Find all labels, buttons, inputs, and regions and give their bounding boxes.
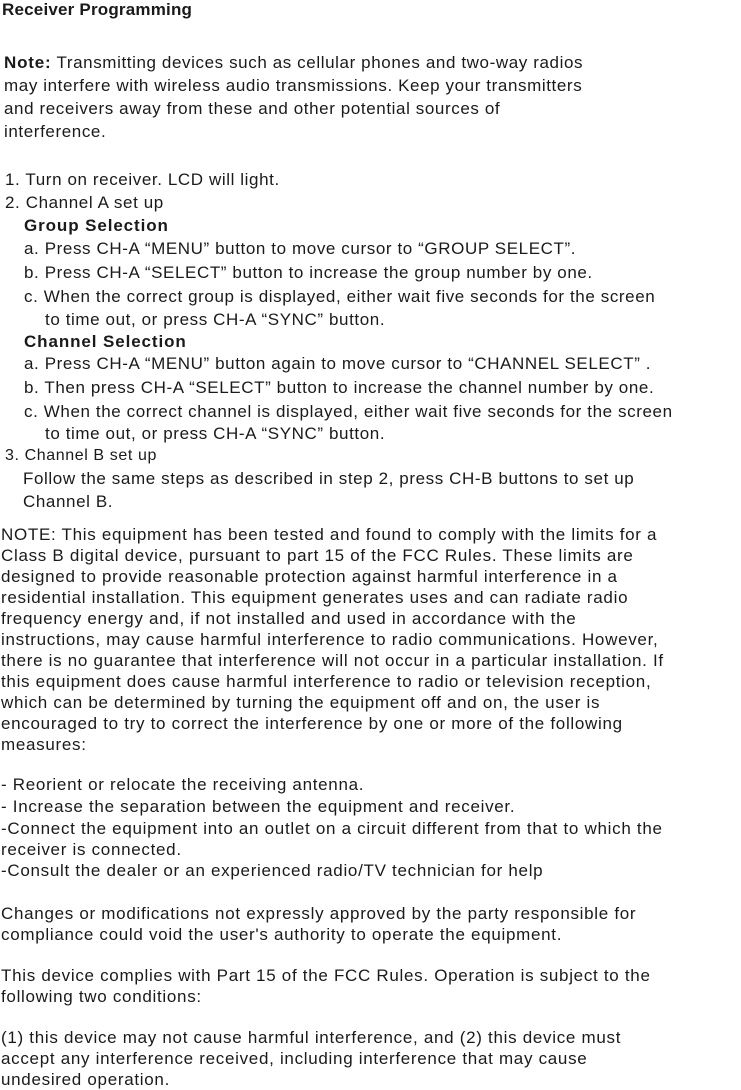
fcc-line: encouraged to try to correct the interference by one or more of the following: [1, 714, 623, 733]
fcc-line: designed to provide reasonable protection against harmful interference in a: [1, 567, 618, 586]
fcc-line: NOTE: This equipment has been tested and found to comply with the limits for a: [1, 525, 658, 544]
group-selection-heading: Group Selection: [24, 216, 169, 235]
note-line-4: interference.: [4, 122, 107, 141]
step-3-body-line-1: Follow the same steps as described in step 2, press CH-B buttons to set up: [23, 469, 635, 488]
step-3-body-line-2: Channel B.: [23, 492, 114, 511]
page-title: Receiver Programming: [2, 0, 193, 19]
fcc-line: Class B digital device, pursuant to part 15 of the FCC Rules. These limits are: [1, 546, 634, 565]
fcc-line: frequency energy and, if not installed and used in accordance with the: [1, 609, 577, 628]
group-step-c-line-1: c. When the correct group is displayed, either wait five seconds for the screen: [24, 287, 656, 306]
fcc-condition-line: (1) this device may not cause harmful interference, and (2) this device must: [1, 1028, 622, 1047]
fcc-measure: - Increase the separation between the equipment and receiver.: [1, 797, 516, 816]
fcc-line: this equipment does cause harmful interference to radio or television reception,: [1, 672, 652, 691]
step-3: 3. Channel B set up: [5, 447, 157, 464]
fcc-measure: receiver is connected.: [1, 840, 182, 859]
note-line-1: Note: Transmitting devices such as cellular phones and two-way radios: [4, 53, 584, 72]
group-step-b: b. Press CH-A “SELECT” button to increase the group number by one.: [24, 263, 593, 282]
note-line-2: may interfere with wireless audio transmissions. Keep your transmitters: [4, 76, 583, 95]
fcc-line: residential installation. This equipment generates uses and can radiate radio: [1, 588, 629, 607]
fcc-condition-line: accept any interference received, including interference that may cause: [1, 1049, 588, 1068]
step-2: 2. Channel A set up: [5, 193, 164, 212]
fcc-complies-line: following two conditions:: [1, 987, 202, 1006]
fcc-changes-line: compliance could void the user's authority to operate the equipment.: [1, 925, 563, 944]
fcc-line: instructions, may cause harmful interference to radio communications. However,: [1, 630, 659, 649]
group-step-c-line-2: to time out, or press CH-A “SYNC” button.: [45, 310, 386, 329]
fcc-line: measures:: [1, 735, 87, 754]
fcc-line: there is no guarantee that interference will not occur in a particular installation. If: [1, 651, 664, 670]
fcc-condition-line: undesired operation.: [1, 1070, 171, 1089]
fcc-measure: -Consult the dealer or an experienced radio/TV technician for help: [1, 861, 544, 880]
channel-step-c-line-1: c. When the correct channel is displayed, either wait five seconds for the screen: [24, 402, 673, 421]
channel-step-c-line-2: to time out, or press CH-A “SYNC” button.: [45, 424, 386, 443]
step-1: 1. Turn on receiver. LCD will light.: [5, 170, 280, 189]
fcc-line: which can be determined by turning the equipment off and on, the user is: [1, 693, 601, 712]
fcc-measure: - Reorient or relocate the receiving antenna.: [1, 775, 365, 794]
fcc-measure: -Connect the equipment into an outlet on a circuit different from that to which the: [1, 819, 663, 838]
note-line-3: and receivers away from these and other potential sources of: [4, 99, 501, 118]
fcc-changes-line: Changes or modifications not expressly approved by the party responsible for: [1, 904, 637, 923]
group-step-a: a. Press CH-A “MENU” button to move cursor to “GROUP SELECT”.: [24, 239, 577, 258]
channel-step-a: a. Press CH-A “MENU” button again to move cursor to “CHANNEL SELECT” .: [24, 354, 652, 373]
note-label: Note:: [4, 53, 52, 72]
channel-step-b: b. Then press CH-A “SELECT” button to increase the channel number by one.: [24, 378, 655, 397]
fcc-complies-line: This device complies with Part 15 of the FCC Rules. Operation is subject to the: [1, 966, 651, 985]
channel-selection-heading: Channel Selection: [24, 332, 187, 351]
